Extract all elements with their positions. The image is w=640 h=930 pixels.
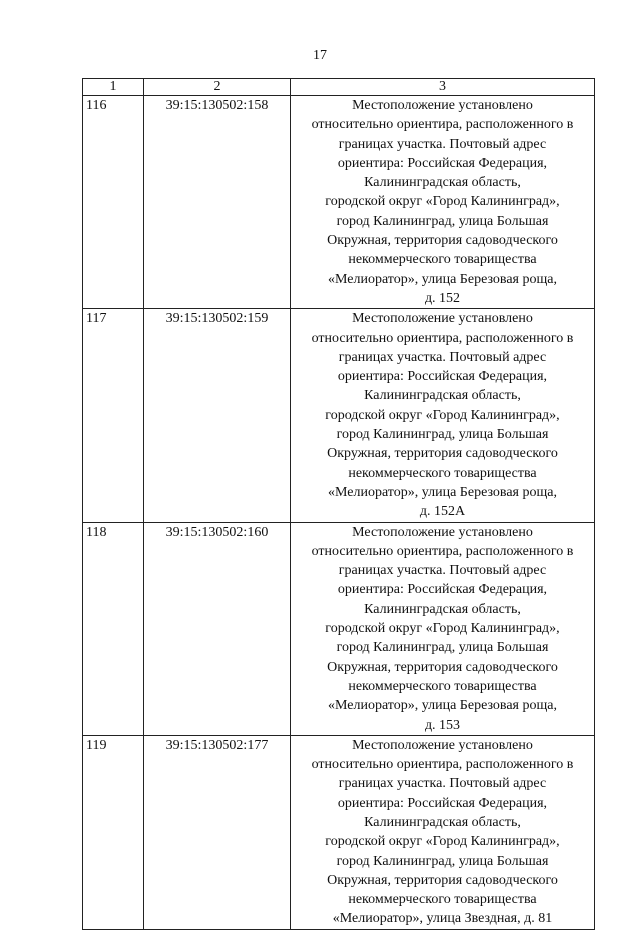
header-col-3: 3: [291, 79, 595, 96]
cadastral-number: 39:15:130502:159: [144, 309, 291, 522]
location-description: Местоположение установлено относительно ориентира, расположенного в границах участка. Почтовый адрес ориентира: Российская Федерация, Калининградская область, городской округ «Город Калининград», город Калининград, улица Большая Окружная, территория садоводческого некоммерческого товарищества «Мелиоратор», улица Березовая роща, д. 152: [291, 96, 595, 309]
header-col-2: 2: [144, 79, 291, 96]
row-number: 119: [83, 735, 144, 929]
location-description: Местоположение установлено относительно ориентира, расположенного в границах участка. Почтовый адрес ориентира: Российская Федерация, Калининградская область, городской округ «Город Калининград», город Калининград, улица Большая Окружная, территория садоводческого некоммерческого товарищества «Мелиоратор», улица Звездная, д. 81: [291, 735, 595, 929]
table-row: [83, 522, 595, 735]
row-number: 118: [83, 522, 144, 735]
cadastral-number: 39:15:130502:177: [144, 735, 291, 929]
table-row: [83, 309, 595, 522]
page-number: 17: [313, 48, 327, 63]
cadastral-number: 39:15:130502:160: [144, 522, 291, 735]
row-number: 116: [83, 96, 144, 309]
cadastral-number: 39:15:130502:158: [144, 96, 291, 309]
location-description: Местоположение установлено относительно ориентира, расположенного в границах участка. Почтовый адрес ориентира: Российская Федерация, Калининградская область, городской округ «Город Калининград», город Калининград, улица Большая Окружная, территория садоводческого некоммерческого товарищества «Мелиоратор», улица Березовая роща, д. 153: [291, 522, 595, 735]
location-description: Местоположение установлено относительно ориентира, расположенного в границах участка. Почтовый адрес ориентира: Российская Федерация, Калининградская область, городской округ «Город Калининград», город Калининград, улица Большая Окружная, территория садоводческого некоммерческого товарищества «Мелиоратор», улица Березовая роща, д. 152А: [291, 309, 595, 522]
land-plot-table: [82, 78, 595, 930]
table-header-row: [83, 79, 595, 96]
row-number: 117: [83, 309, 144, 522]
table-row: [83, 96, 595, 309]
table-row: [83, 735, 595, 929]
header-col-1: 1: [83, 79, 144, 96]
